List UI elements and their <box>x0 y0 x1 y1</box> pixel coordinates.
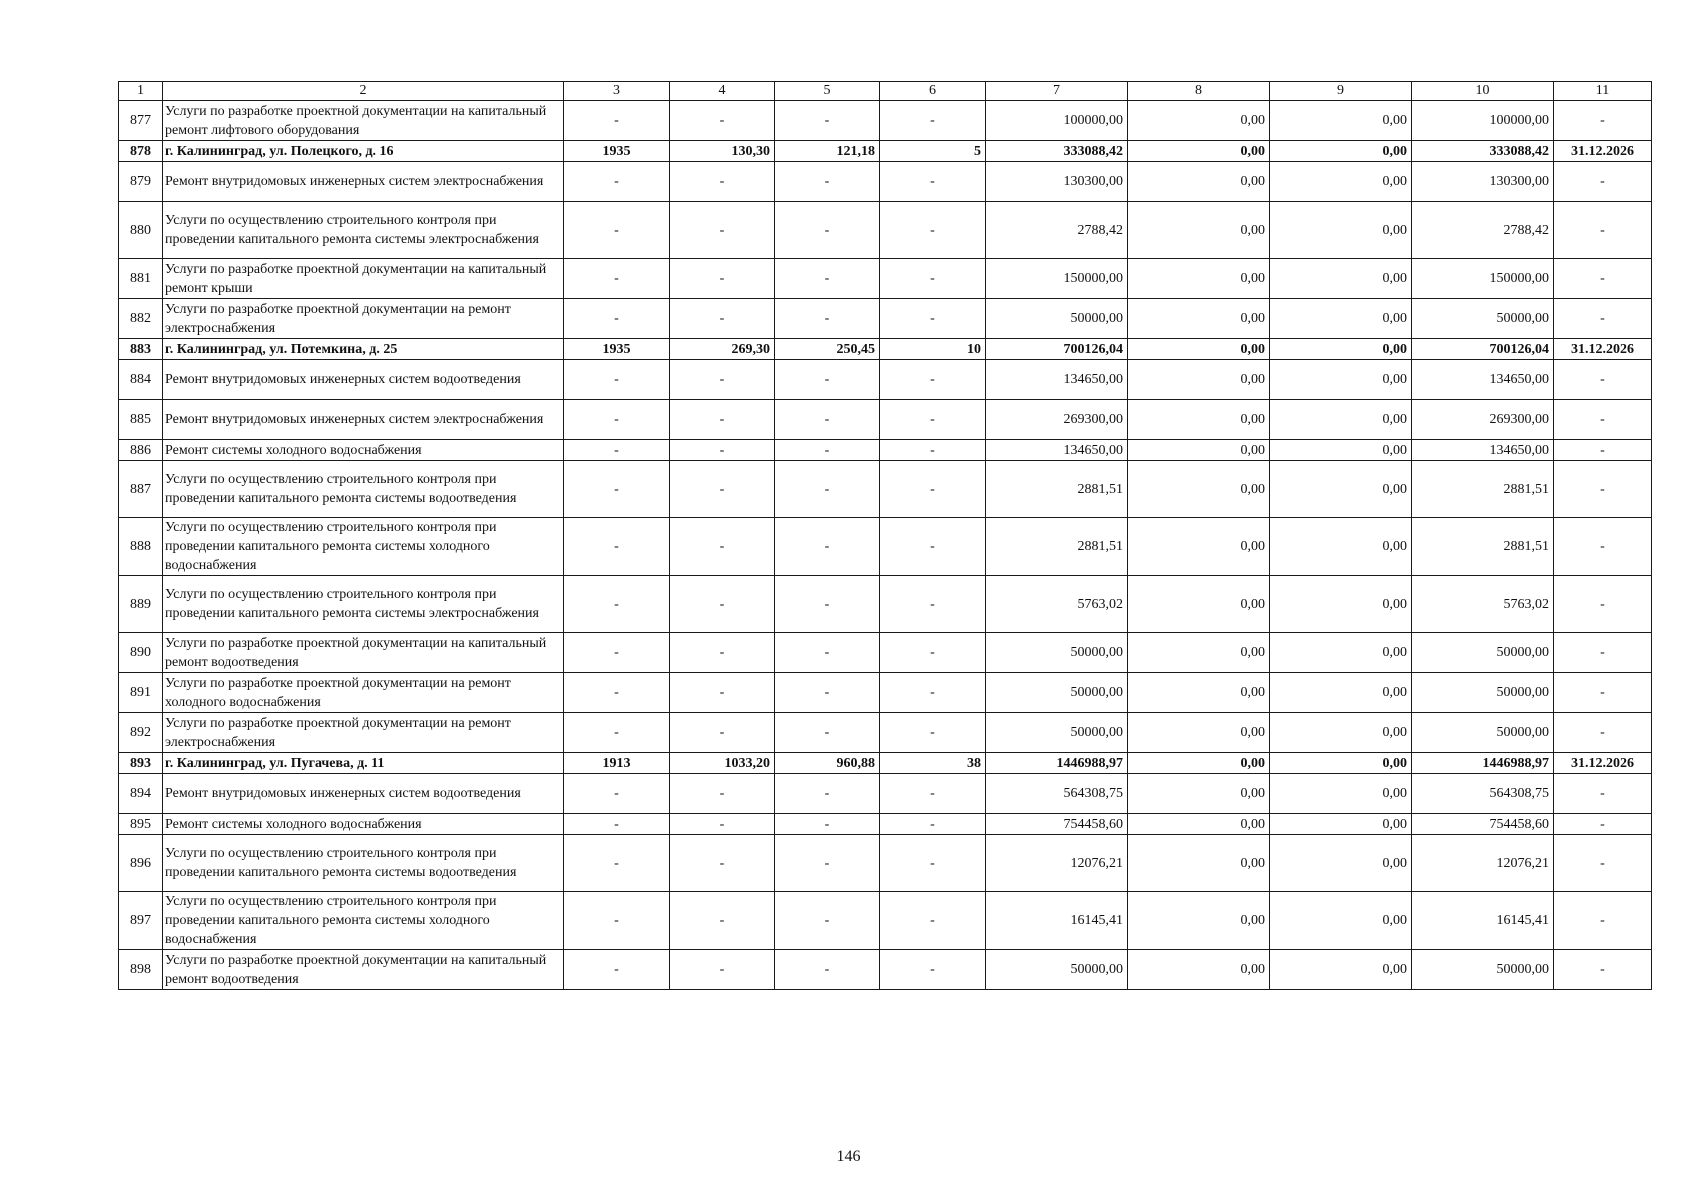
row-number: 877 <box>119 101 163 141</box>
area-total-cell: - <box>670 950 775 990</box>
area-living-cell: - <box>775 101 880 141</box>
year-cell: - <box>564 202 670 259</box>
header-cell: 9 <box>1270 82 1412 101</box>
area-total-cell: - <box>670 440 775 461</box>
total-cost-cell: 100000,00 <box>986 101 1128 141</box>
deadline-cell: - <box>1554 576 1652 633</box>
work-row <box>119 360 1652 400</box>
work-row <box>119 400 1652 440</box>
work-row <box>119 440 1652 461</box>
year-cell: - <box>564 950 670 990</box>
deadline-cell: - <box>1554 814 1652 835</box>
year-cell: - <box>564 518 670 576</box>
total-cost-cell: 50000,00 <box>986 633 1128 673</box>
year-cell: - <box>564 299 670 339</box>
work-description: Услуги по разработке проектной документации на капитальный ремонт водоотведения <box>163 950 564 990</box>
deadline-cell: - <box>1554 892 1652 950</box>
row-number: 887 <box>119 461 163 518</box>
deadline-cell: - <box>1554 440 1652 461</box>
area-living-cell: - <box>775 202 880 259</box>
area-total-cell: 1033,20 <box>670 753 775 774</box>
owners-cost-cell: 1446988,97 <box>1412 753 1554 774</box>
work-row <box>119 950 1652 990</box>
other-cost-cell: 0,00 <box>1270 101 1412 141</box>
work-description: Ремонт системы холодного водоснабжения <box>163 814 564 835</box>
owners-cost-cell: 5763,02 <box>1412 576 1554 633</box>
deadline-cell: 31.12.2026 <box>1554 141 1652 162</box>
other-cost-cell: 0,00 <box>1270 713 1412 753</box>
work-description: Услуги по разработке проектной документации на ремонт электроснабжения <box>163 299 564 339</box>
fund-cost-cell: 0,00 <box>1128 576 1270 633</box>
area-total-cell: - <box>670 576 775 633</box>
work-description: Ремонт внутридомовых инженерных систем водоотведения <box>163 360 564 400</box>
row-number: 892 <box>119 713 163 753</box>
fund-cost-cell: 0,00 <box>1128 202 1270 259</box>
row-number: 889 <box>119 576 163 633</box>
year-cell: 1913 <box>564 753 670 774</box>
area-living-cell: - <box>775 814 880 835</box>
work-description: Услуги по осуществлению строительного контроля при проведении капитального ремонта системы водоотведения <box>163 461 564 518</box>
owners-cost-cell: 134650,00 <box>1412 440 1554 461</box>
other-cost-cell: 0,00 <box>1270 141 1412 162</box>
row-number: 880 <box>119 202 163 259</box>
area-total-cell: 269,30 <box>670 339 775 360</box>
header-cell: 10 <box>1412 82 1554 101</box>
fund-cost-cell: 0,00 <box>1128 259 1270 299</box>
area-living-cell: - <box>775 713 880 753</box>
row-number: 891 <box>119 673 163 713</box>
work-description: Услуги по разработке проектной документации на капитальный ремонт крыши <box>163 259 564 299</box>
fund-cost-cell: 0,00 <box>1128 360 1270 400</box>
total-cost-cell: 130300,00 <box>986 162 1128 202</box>
area-living-cell: - <box>775 299 880 339</box>
total-cost-cell: 2881,51 <box>986 518 1128 576</box>
area-total-cell: - <box>670 101 775 141</box>
work-row <box>119 299 1652 339</box>
area-total-cell: 130,30 <box>670 141 775 162</box>
work-row <box>119 259 1652 299</box>
work-description: Услуги по осуществлению строительного контроля при проведении капитального ремонта системы электроснабжения <box>163 576 564 633</box>
residents-cell: - <box>880 162 986 202</box>
total-cost-cell: 754458,60 <box>986 814 1128 835</box>
total-cost-cell: 700126,04 <box>986 339 1128 360</box>
deadline-cell: - <box>1554 360 1652 400</box>
area-living-cell: - <box>775 835 880 892</box>
other-cost-cell: 0,00 <box>1270 576 1412 633</box>
area-total-cell: - <box>670 835 775 892</box>
owners-cost-cell: 269300,00 <box>1412 400 1554 440</box>
work-description: Услуги по разработке проектной документации на капитальный ремонт лифтового оборудования <box>163 101 564 141</box>
year-cell: - <box>564 440 670 461</box>
total-cost-cell: 50000,00 <box>986 299 1128 339</box>
residents-cell: - <box>880 892 986 950</box>
owners-cost-cell: 50000,00 <box>1412 950 1554 990</box>
fund-cost-cell: 0,00 <box>1128 835 1270 892</box>
fund-cost-cell: 0,00 <box>1128 518 1270 576</box>
owners-cost-cell: 130300,00 <box>1412 162 1554 202</box>
area-living-cell: - <box>775 950 880 990</box>
owners-cost-cell: 50000,00 <box>1412 713 1554 753</box>
year-cell: - <box>564 673 670 713</box>
residents-cell: - <box>880 814 986 835</box>
header-cell: 1 <box>119 82 163 101</box>
other-cost-cell: 0,00 <box>1270 774 1412 814</box>
year-cell: - <box>564 400 670 440</box>
area-living-cell: - <box>775 259 880 299</box>
year-cell: - <box>564 259 670 299</box>
owners-cost-cell: 333088,42 <box>1412 141 1554 162</box>
area-living-cell: - <box>775 892 880 950</box>
work-description: Ремонт внутридомовых инженерных систем электроснабжения <box>163 400 564 440</box>
owners-cost-cell: 50000,00 <box>1412 673 1554 713</box>
residents-cell: - <box>880 518 986 576</box>
area-living-cell: - <box>775 633 880 673</box>
owners-cost-cell: 2881,51 <box>1412 518 1554 576</box>
fund-cost-cell: 0,00 <box>1128 400 1270 440</box>
area-total-cell: - <box>670 713 775 753</box>
year-cell: - <box>564 814 670 835</box>
row-number: 897 <box>119 892 163 950</box>
header-cell: 8 <box>1128 82 1270 101</box>
residents-cell: - <box>880 259 986 299</box>
row-number: 882 <box>119 299 163 339</box>
residents-cell: - <box>880 950 986 990</box>
work-row <box>119 576 1652 633</box>
area-total-cell: - <box>670 814 775 835</box>
other-cost-cell: 0,00 <box>1270 259 1412 299</box>
row-number: 890 <box>119 633 163 673</box>
year-cell: 1935 <box>564 339 670 360</box>
owners-cost-cell: 700126,04 <box>1412 339 1554 360</box>
year-cell: - <box>564 576 670 633</box>
deadline-cell: - <box>1554 400 1652 440</box>
other-cost-cell: 0,00 <box>1270 400 1412 440</box>
residents-cell: - <box>880 576 986 633</box>
total-cost-cell: 2881,51 <box>986 461 1128 518</box>
year-cell: - <box>564 101 670 141</box>
total-cost-cell: 50000,00 <box>986 713 1128 753</box>
header-cell: 11 <box>1554 82 1652 101</box>
work-row <box>119 633 1652 673</box>
header-cell: 7 <box>986 82 1128 101</box>
residents-cell: - <box>880 400 986 440</box>
area-living-cell: - <box>775 360 880 400</box>
total-cost-cell: 50000,00 <box>986 950 1128 990</box>
row-number: 898 <box>119 950 163 990</box>
owners-cost-cell: 134650,00 <box>1412 360 1554 400</box>
deadline-cell: 31.12.2026 <box>1554 339 1652 360</box>
year-cell: - <box>564 835 670 892</box>
owners-cost-cell: 16145,41 <box>1412 892 1554 950</box>
residents-cell: - <box>880 713 986 753</box>
fund-cost-cell: 0,00 <box>1128 753 1270 774</box>
area-living-cell: - <box>775 518 880 576</box>
year-cell: - <box>564 461 670 518</box>
work-row <box>119 162 1652 202</box>
fund-cost-cell: 0,00 <box>1128 440 1270 461</box>
address-row <box>119 753 1652 774</box>
area-living-cell: - <box>775 400 880 440</box>
deadline-cell: - <box>1554 673 1652 713</box>
area-total-cell: - <box>670 774 775 814</box>
deadline-cell: - <box>1554 835 1652 892</box>
residents-cell: - <box>880 202 986 259</box>
fund-cost-cell: 0,00 <box>1128 461 1270 518</box>
residents-cell: - <box>880 633 986 673</box>
data-table <box>118 81 1652 990</box>
total-cost-cell: 134650,00 <box>986 360 1128 400</box>
other-cost-cell: 0,00 <box>1270 461 1412 518</box>
year-cell: - <box>564 774 670 814</box>
year-cell: - <box>564 892 670 950</box>
row-number: 896 <box>119 835 163 892</box>
deadline-cell: 31.12.2026 <box>1554 753 1652 774</box>
year-cell: - <box>564 360 670 400</box>
fund-cost-cell: 0,00 <box>1128 162 1270 202</box>
other-cost-cell: 0,00 <box>1270 753 1412 774</box>
area-total-cell: - <box>670 400 775 440</box>
work-description: Услуги по осуществлению строительного контроля при проведении капитального ремонта системы холодного водоснабжения <box>163 518 564 576</box>
area-living-cell: - <box>775 774 880 814</box>
deadline-cell: - <box>1554 518 1652 576</box>
total-cost-cell: 333088,42 <box>986 141 1128 162</box>
area-total-cell: - <box>670 633 775 673</box>
area-living-cell: - <box>775 440 880 461</box>
area-total-cell: - <box>670 360 775 400</box>
fund-cost-cell: 0,00 <box>1128 141 1270 162</box>
deadline-cell: - <box>1554 299 1652 339</box>
total-cost-cell: 50000,00 <box>986 673 1128 713</box>
fund-cost-cell: 0,00 <box>1128 950 1270 990</box>
deadline-cell: - <box>1554 101 1652 141</box>
area-total-cell: - <box>670 299 775 339</box>
total-cost-cell: 5763,02 <box>986 576 1128 633</box>
residents-cell: - <box>880 360 986 400</box>
work-row <box>119 835 1652 892</box>
year-cell: 1935 <box>564 141 670 162</box>
work-row <box>119 814 1652 835</box>
row-number: 895 <box>119 814 163 835</box>
owners-cost-cell: 12076,21 <box>1412 835 1554 892</box>
row-number: 883 <box>119 339 163 360</box>
work-description: Услуги по разработке проектной документации на ремонт электроснабжения <box>163 713 564 753</box>
owners-cost-cell: 564308,75 <box>1412 774 1554 814</box>
total-cost-cell: 16145,41 <box>986 892 1128 950</box>
header-cell: 6 <box>880 82 986 101</box>
work-description: Ремонт внутридомовых инженерных систем водоотведения <box>163 774 564 814</box>
residents-cell: - <box>880 835 986 892</box>
deadline-cell: - <box>1554 259 1652 299</box>
year-cell: - <box>564 162 670 202</box>
total-cost-cell: 269300,00 <box>986 400 1128 440</box>
work-row <box>119 892 1652 950</box>
other-cost-cell: 0,00 <box>1270 892 1412 950</box>
other-cost-cell: 0,00 <box>1270 814 1412 835</box>
owners-cost-cell: 50000,00 <box>1412 299 1554 339</box>
other-cost-cell: 0,00 <box>1270 440 1412 461</box>
residents-cell: - <box>880 673 986 713</box>
row-number: 886 <box>119 440 163 461</box>
row-number: 894 <box>119 774 163 814</box>
row-number: 878 <box>119 141 163 162</box>
owners-cost-cell: 2881,51 <box>1412 461 1554 518</box>
row-number: 884 <box>119 360 163 400</box>
fund-cost-cell: 0,00 <box>1128 673 1270 713</box>
area-living-cell: - <box>775 162 880 202</box>
area-total-cell: - <box>670 259 775 299</box>
other-cost-cell: 0,00 <box>1270 299 1412 339</box>
work-row <box>119 202 1652 259</box>
deadline-cell: - <box>1554 162 1652 202</box>
residents-cell: - <box>880 461 986 518</box>
area-total-cell: - <box>670 673 775 713</box>
fund-cost-cell: 0,00 <box>1128 101 1270 141</box>
header-cell: 5 <box>775 82 880 101</box>
work-description: Услуги по разработке проектной документации на ремонт холодного водоснабжения <box>163 673 564 713</box>
deadline-cell: - <box>1554 774 1652 814</box>
fund-cost-cell: 0,00 <box>1128 713 1270 753</box>
year-cell: - <box>564 633 670 673</box>
other-cost-cell: 0,00 <box>1270 360 1412 400</box>
other-cost-cell: 0,00 <box>1270 950 1412 990</box>
work-row <box>119 673 1652 713</box>
area-total-cell: - <box>670 162 775 202</box>
owners-cost-cell: 754458,60 <box>1412 814 1554 835</box>
row-number: 881 <box>119 259 163 299</box>
work-description: Услуги по осуществлению строительного контроля при проведении капитального ремонта системы холодного водоснабжения <box>163 892 564 950</box>
area-living-cell: 121,18 <box>775 141 880 162</box>
owners-cost-cell: 2788,42 <box>1412 202 1554 259</box>
work-row <box>119 713 1652 753</box>
work-row <box>119 774 1652 814</box>
total-cost-cell: 2788,42 <box>986 202 1128 259</box>
page-number: 146 <box>836 1148 861 1165</box>
fund-cost-cell: 0,00 <box>1128 814 1270 835</box>
area-living-cell: - <box>775 673 880 713</box>
other-cost-cell: 0,00 <box>1270 673 1412 713</box>
deadline-cell: - <box>1554 713 1652 753</box>
address-row <box>119 339 1652 360</box>
area-total-cell: - <box>670 202 775 259</box>
work-description: г. Калининград, ул. Потемкина, д. 25 <box>163 339 564 360</box>
fund-cost-cell: 0,00 <box>1128 774 1270 814</box>
work-row <box>119 461 1652 518</box>
other-cost-cell: 0,00 <box>1270 518 1412 576</box>
total-cost-cell: 134650,00 <box>986 440 1128 461</box>
fund-cost-cell: 0,00 <box>1128 339 1270 360</box>
area-total-cell: - <box>670 518 775 576</box>
owners-cost-cell: 50000,00 <box>1412 633 1554 673</box>
residents-cell: - <box>880 774 986 814</box>
work-row <box>119 518 1652 576</box>
area-total-cell: - <box>670 892 775 950</box>
work-description: Услуги по осуществлению строительного контроля при проведении капитального ремонта системы водоотведения <box>163 835 564 892</box>
residents-cell: 5 <box>880 141 986 162</box>
total-cost-cell: 12076,21 <box>986 835 1128 892</box>
deadline-cell: - <box>1554 633 1652 673</box>
total-cost-cell: 1446988,97 <box>986 753 1128 774</box>
work-row <box>119 101 1652 141</box>
work-description: г. Калининград, ул. Пугачева, д. 11 <box>163 753 564 774</box>
residents-cell: - <box>880 299 986 339</box>
work-description: Ремонт внутридомовых инженерных систем электроснабжения <box>163 162 564 202</box>
residents-cell: 38 <box>880 753 986 774</box>
area-total-cell: - <box>670 461 775 518</box>
residents-cell: 10 <box>880 339 986 360</box>
other-cost-cell: 0,00 <box>1270 633 1412 673</box>
fund-cost-cell: 0,00 <box>1128 299 1270 339</box>
address-row <box>119 141 1652 162</box>
area-living-cell: - <box>775 576 880 633</box>
other-cost-cell: 0,00 <box>1270 339 1412 360</box>
residents-cell: - <box>880 440 986 461</box>
header-cell: 2 <box>163 82 564 101</box>
area-living-cell: 960,88 <box>775 753 880 774</box>
column-number-header <box>119 82 1652 101</box>
residents-cell: - <box>880 101 986 141</box>
other-cost-cell: 0,00 <box>1270 162 1412 202</box>
work-description: г. Калининград, ул. Полецкого, д. 16 <box>163 141 564 162</box>
header-cell: 4 <box>670 82 775 101</box>
year-cell: - <box>564 713 670 753</box>
fund-cost-cell: 0,00 <box>1128 892 1270 950</box>
deadline-cell: - <box>1554 950 1652 990</box>
deadline-cell: - <box>1554 461 1652 518</box>
other-cost-cell: 0,00 <box>1270 202 1412 259</box>
area-living-cell: - <box>775 461 880 518</box>
owners-cost-cell: 150000,00 <box>1412 259 1554 299</box>
row-number: 893 <box>119 753 163 774</box>
header-cell: 3 <box>564 82 670 101</box>
work-description: Ремонт системы холодного водоснабжения <box>163 440 564 461</box>
row-number: 888 <box>119 518 163 576</box>
total-cost-cell: 564308,75 <box>986 774 1128 814</box>
other-cost-cell: 0,00 <box>1270 835 1412 892</box>
fund-cost-cell: 0,00 <box>1128 633 1270 673</box>
work-description: Услуги по разработке проектной документации на капитальный ремонт водоотведения <box>163 633 564 673</box>
row-number: 885 <box>119 400 163 440</box>
deadline-cell: - <box>1554 202 1652 259</box>
area-living-cell: 250,45 <box>775 339 880 360</box>
owners-cost-cell: 100000,00 <box>1412 101 1554 141</box>
total-cost-cell: 150000,00 <box>986 259 1128 299</box>
work-description: Услуги по осуществлению строительного контроля при проведении капитального ремонта системы электроснабжения <box>163 202 564 259</box>
row-number: 879 <box>119 162 163 202</box>
